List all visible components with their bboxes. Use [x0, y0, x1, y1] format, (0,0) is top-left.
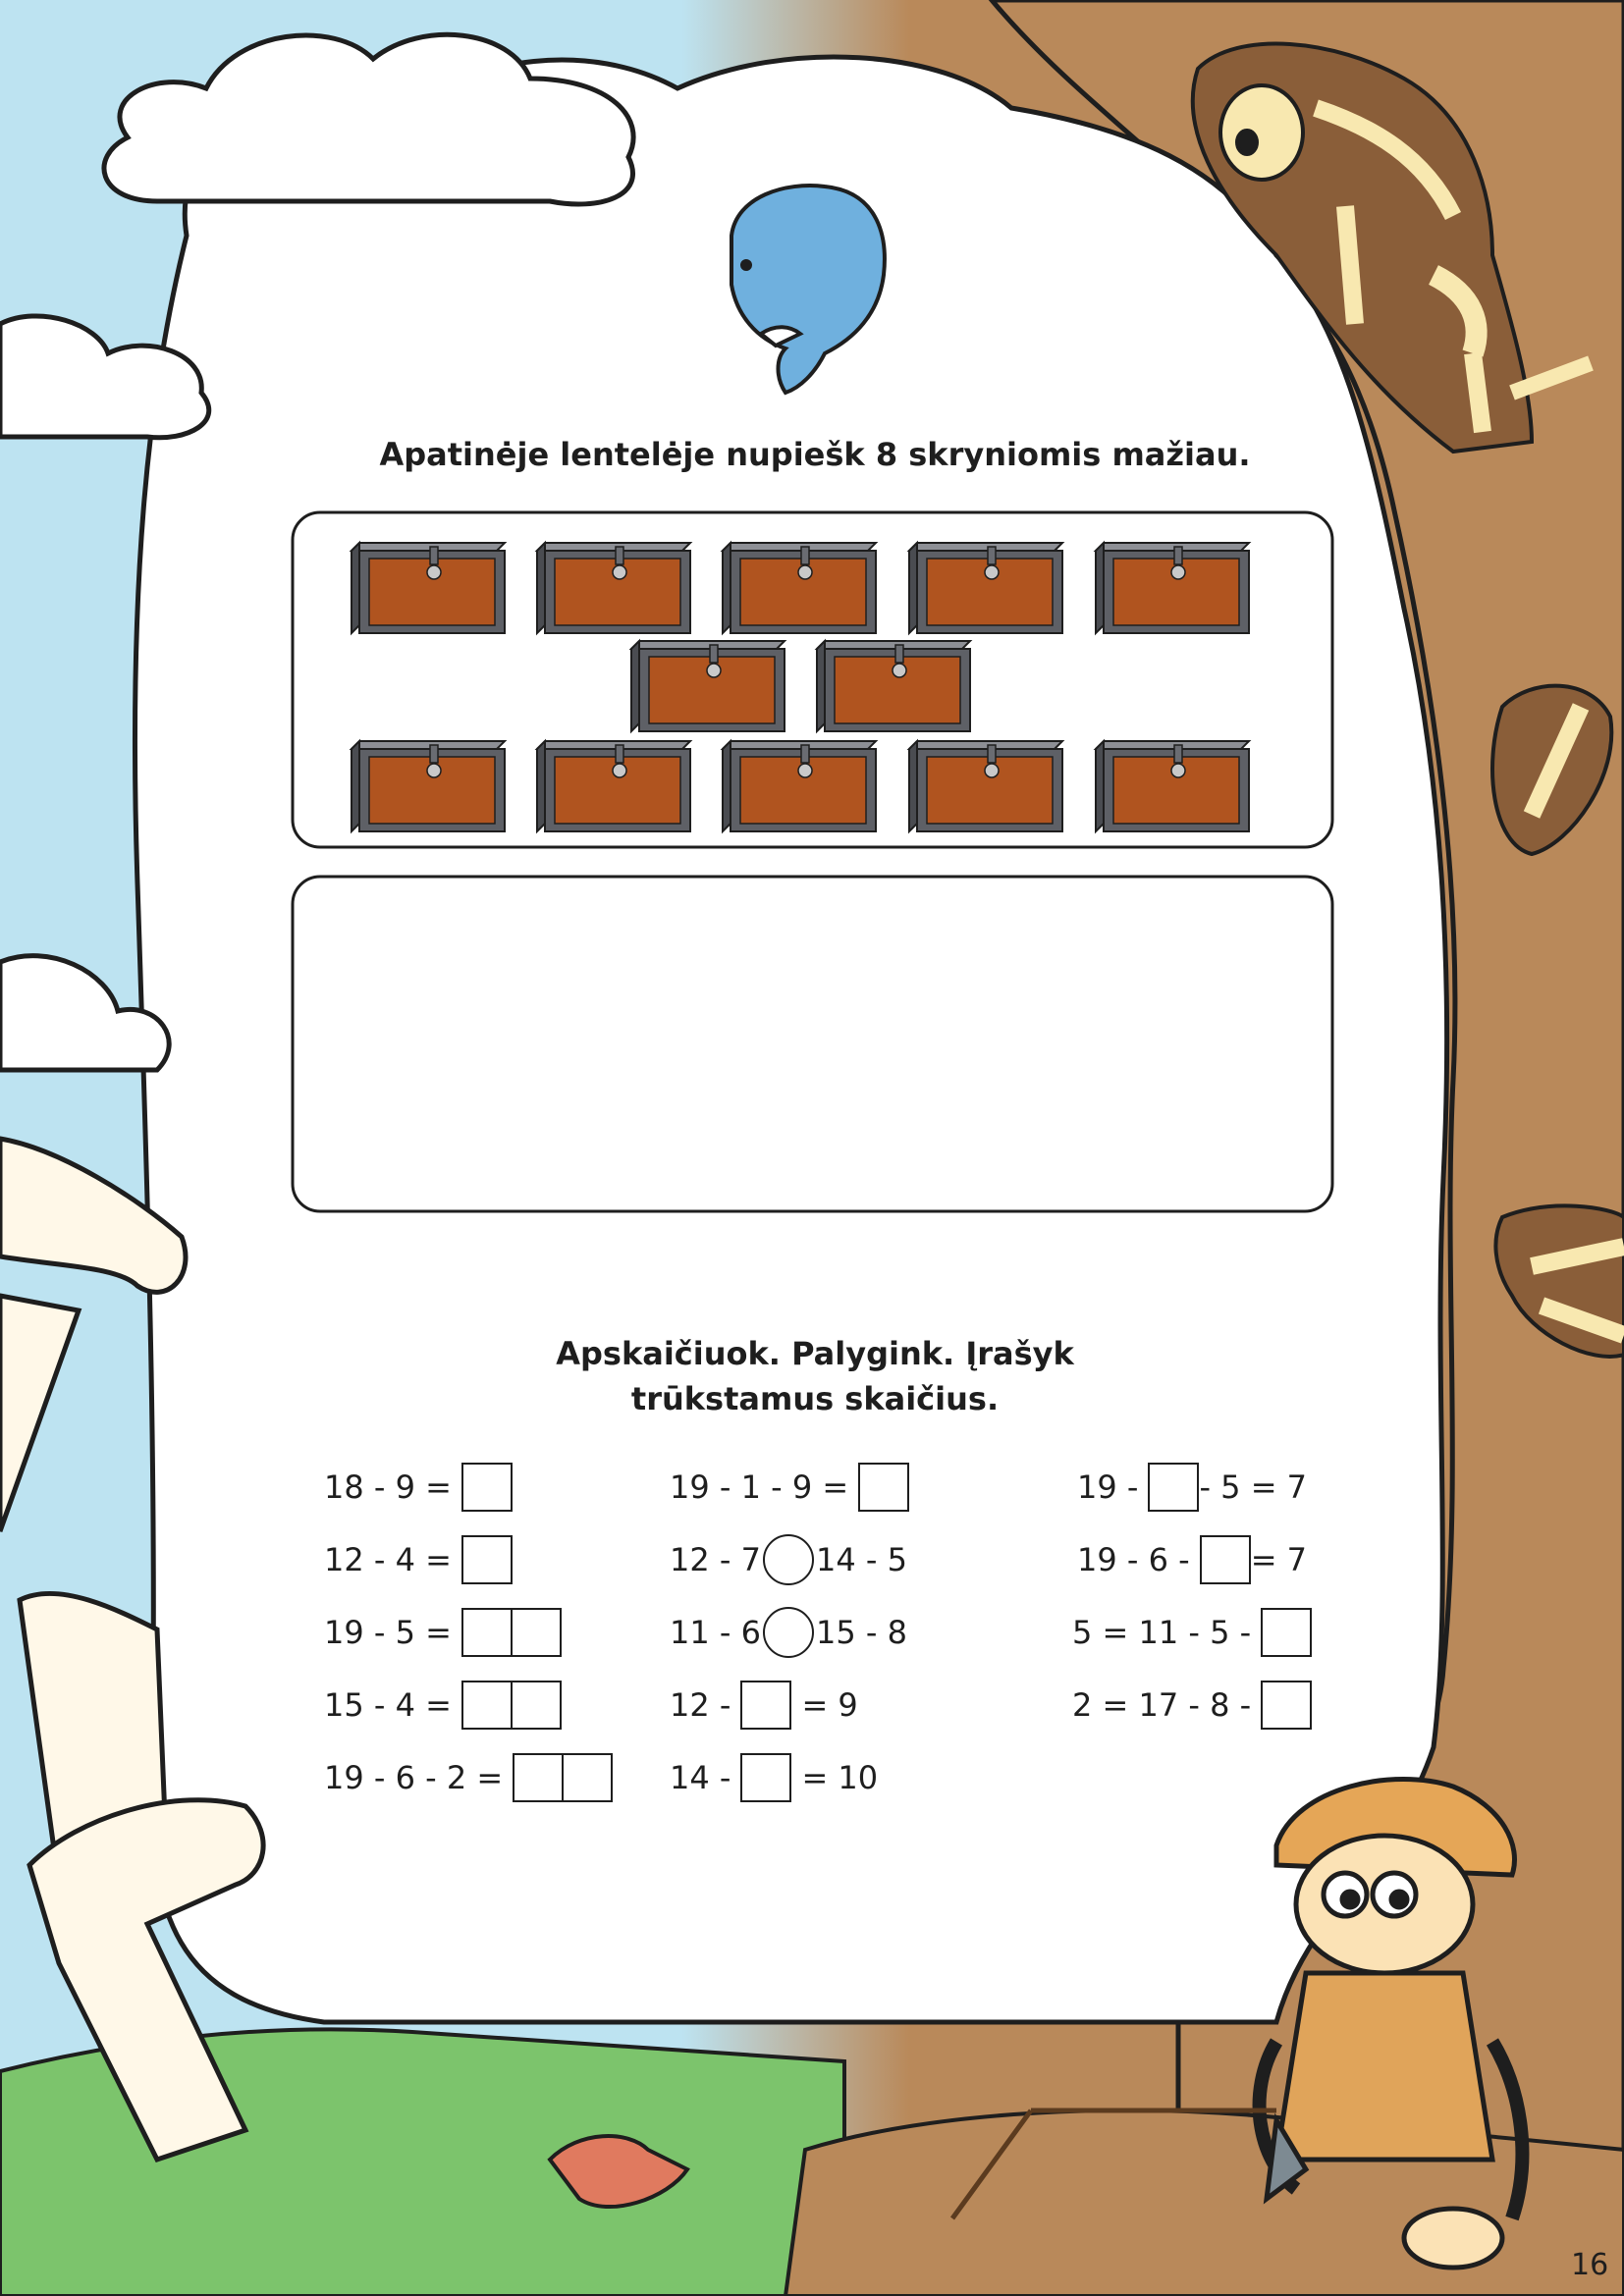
equation-right: 15 - 8 [815, 1614, 907, 1651]
equation-row [1072, 1679, 1312, 1732]
equation-text: 14 - [670, 1759, 731, 1796]
equation-row [324, 1679, 562, 1732]
page-number: 16 [1571, 2248, 1609, 2282]
equation-text: 12 - 4 = [324, 1541, 452, 1578]
answer-box-tens[interactable] [461, 1608, 513, 1657]
answer-box[interactable] [461, 1463, 513, 1512]
equation-text: 5 = 11 - 5 - [1072, 1614, 1252, 1651]
missing-number-box[interactable] [1200, 1535, 1251, 1584]
comparison-row [670, 1606, 907, 1659]
equation-row [324, 1606, 562, 1659]
task2-instruction-line1: Apskaičiuok. Palygink. Įrašyk [556, 1335, 1074, 1372]
equation-left: 12 - 7 [670, 1541, 761, 1578]
equation-text: 15 - 4 = [324, 1686, 452, 1724]
answer-box[interactable] [858, 1463, 909, 1512]
equation-row [324, 1751, 613, 1804]
equation-text: 18 - 9 = [324, 1468, 452, 1506]
equation-row [1077, 1533, 1307, 1586]
equation-text: 2 = 17 - 8 - [1072, 1686, 1252, 1724]
task1-instruction: Apatinėje lentelėje nupiešk 8 skryniomis mažiau. [379, 436, 1251, 473]
task2-instruction-line2: trūkstamus skaičius. [630, 1380, 1000, 1417]
answer-box-ones[interactable] [511, 1608, 562, 1657]
equation-right: 14 - 5 [815, 1541, 907, 1578]
answer-box[interactable] [461, 1535, 513, 1584]
missing-number-box[interactable] [740, 1681, 791, 1730]
equation-text: 12 - [670, 1686, 731, 1724]
dig-soil [785, 2110, 1624, 2296]
answer-box-tens[interactable] [513, 1753, 564, 1802]
equation-row [670, 1679, 858, 1732]
equation-row [324, 1461, 513, 1514]
equation-left: 11 - 6 [670, 1614, 761, 1651]
equation-text: 19 - [1077, 1468, 1139, 1506]
equation-row [670, 1751, 878, 1804]
equation-row [1072, 1606, 1312, 1659]
answer-box-ones[interactable] [562, 1753, 613, 1802]
missing-number-box[interactable] [1148, 1463, 1199, 1512]
equation-result: - 5 = 7 [1199, 1468, 1308, 1506]
answer-box-tens[interactable] [461, 1681, 513, 1730]
equation-row [670, 1461, 909, 1514]
missing-number-box[interactable] [1261, 1681, 1312, 1730]
equation-row [324, 1533, 513, 1586]
missing-number-box[interactable] [740, 1753, 791, 1802]
answer-box-ones[interactable] [511, 1681, 562, 1730]
equation-result: = 7 [1250, 1541, 1308, 1578]
equation-text: 19 - 5 = [324, 1614, 452, 1651]
equation-row [1077, 1461, 1307, 1514]
equation-text: 19 - 6 - 2 = [324, 1759, 504, 1796]
missing-number-box[interactable] [1261, 1608, 1312, 1657]
comparison-circle[interactable] [763, 1534, 814, 1585]
equation-result: = 10 [801, 1759, 879, 1796]
equation-text: 19 - 6 - [1077, 1541, 1190, 1578]
equation-text: 19 - 1 - 9 = [670, 1468, 849, 1506]
comparison-circle[interactable] [763, 1607, 814, 1658]
equation-result: = 9 [801, 1686, 858, 1724]
comparison-row [670, 1533, 907, 1586]
